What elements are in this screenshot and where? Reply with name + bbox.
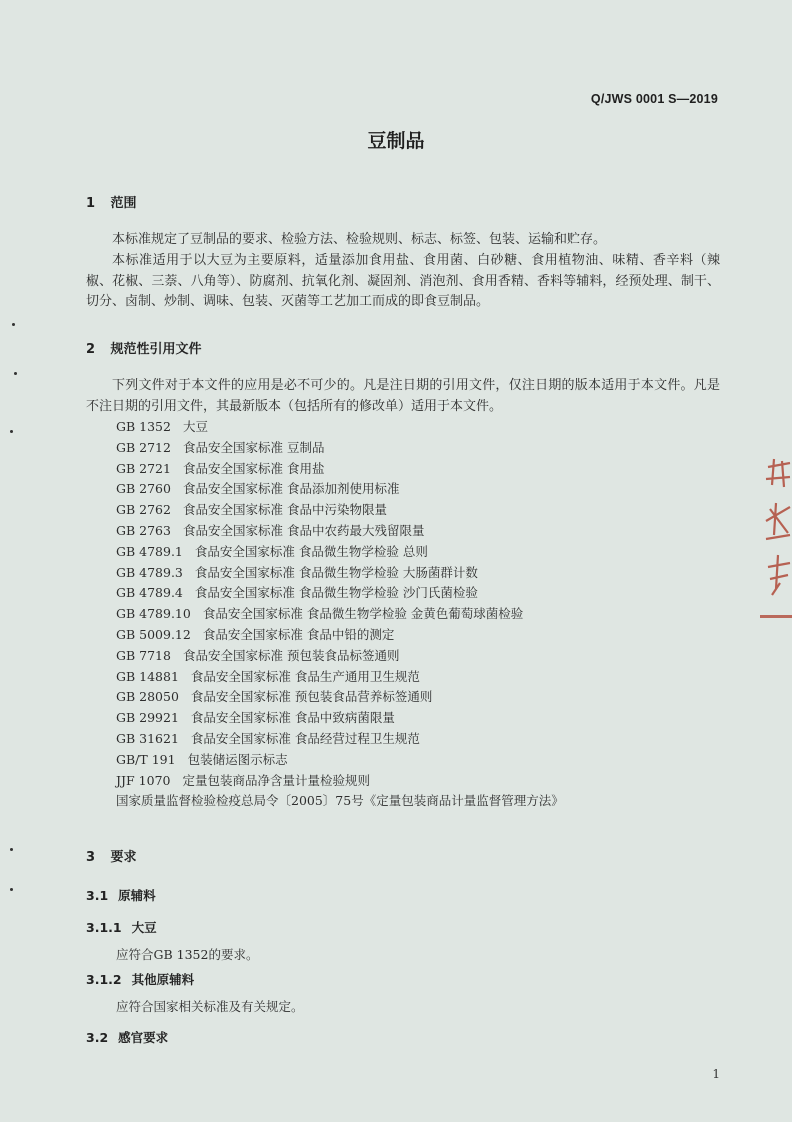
reference-item: [116, 583, 736, 604]
section-title: 要求: [110, 850, 137, 865]
scan-dot: [12, 323, 15, 326]
subsection-number: 3.1.1: [86, 920, 122, 935]
section-number: 2: [86, 342, 96, 357]
reference-item: [116, 771, 736, 792]
reference-name: 食品安全国家标准 食品中致病菌限量: [190, 710, 395, 726]
reference-name: 食品安全国家标准 食品中农药最大残留限量: [182, 522, 425, 538]
reference-name: 食品安全国家标准 食品微生物学检验 沙门氏菌检验: [194, 585, 478, 601]
red-seal-edge-icon: [760, 455, 792, 625]
reference-item: [116, 417, 736, 438]
reference-name: 国家质量监督检验检疫总局令〔2005〕75号《定量包装商品计量监督管理方法》: [116, 793, 564, 809]
reference-item: [116, 438, 736, 459]
reference-code: GB 4789.1: [116, 543, 183, 559]
scan-dot: [10, 848, 13, 851]
reference-name: 食品安全国家标准 豆制品: [182, 439, 325, 455]
reference-list: [116, 417, 736, 812]
reference-name: 食品安全国家标准 食品中污染物限量: [182, 502, 387, 518]
scan-dot: [10, 430, 13, 433]
subsection-3-1-2-heading: [86, 970, 194, 988]
reference-item: [116, 687, 736, 708]
reference-name: 食品安全国家标准 食品微生物学检验 大肠菌群计数: [194, 564, 478, 580]
reference-code: GB 4789.4: [116, 585, 183, 601]
reference-code: GB 7718: [116, 647, 171, 663]
section-number: 3: [86, 850, 96, 865]
reference-item: [116, 791, 736, 812]
reference-code: GB 14881: [116, 668, 179, 684]
scan-dot: [14, 372, 17, 375]
subsection-3-2-heading: [86, 1028, 168, 1046]
reference-item: [116, 542, 736, 563]
scope-paragraph-1: 本标准规定了豆制品的要求、检验方法、检验规则、标志、标签、包装、运输和贮存。: [112, 232, 607, 247]
reference-code: GB/T 191: [116, 751, 176, 767]
scope-paragraph-2: 本标准适用于以大豆为主要原料，适量添加食用盐、食用菌、白砂糖、食用植物油、味精、香辛料（辣椒、花椒、三萘、八角等）、防腐剂、抗氧化剂、凝固剂、消泡剂、食用香精、香料等辅料，经预处理、制干、切分、卤制、炒制、调味、包装、灭菌等工艺加工而成的即食豆制品。: [86, 253, 720, 309]
reference-name: 食品安全国家标准 食品经营过程卫生规范: [190, 730, 420, 746]
reference-code: GB 2721: [116, 460, 171, 476]
reference-name: 包装储运图示标志: [187, 751, 288, 767]
references-intro: 下列文件对于本文件的应用是必不可少的。凡是注日期的引用文件，仅注日期的版本适用于本文件。凡是不注日期的引用文件，其最新版本（包括所有的修改单）适用于本文件。: [86, 378, 720, 414]
reference-code: GB 4789.3: [116, 564, 183, 580]
reference-code: GB 2763: [116, 522, 171, 538]
subsection-number: 3.1: [86, 888, 109, 903]
reference-item: [116, 750, 736, 771]
section-number: 1: [86, 196, 96, 211]
reference-item: [116, 479, 736, 500]
subsection-title: 其他原辅料: [131, 972, 195, 987]
reference-item: [116, 521, 736, 542]
section-3-heading: [86, 846, 137, 865]
reference-name: 食品安全国家标准 食品中铅的测定: [202, 626, 395, 642]
reference-code: GB 2762: [116, 502, 171, 518]
reference-code: GB 2712: [116, 439, 171, 455]
reference-name: 食品安全国家标准 食品生产通用卫生规范: [190, 668, 420, 684]
reference-item: [116, 667, 736, 688]
scan-dot: [10, 888, 13, 891]
section-1-heading: [86, 192, 137, 211]
reference-code: GB 2760: [116, 481, 171, 497]
reference-code: GB 4789.10: [116, 606, 191, 622]
subsection-title: 大豆: [131, 920, 157, 935]
reference-item: [116, 708, 736, 729]
reference-code: GB 1352: [116, 419, 171, 434]
document-title: 豆制品: [367, 130, 425, 152]
reference-code: JJF 1070: [116, 772, 171, 788]
standard-number: Q/JWS 0001 S—2019: [590, 92, 718, 106]
subsection-number: 3.2: [86, 1030, 109, 1045]
reference-code: GB 5009.12: [116, 626, 191, 642]
reference-name: 食品安全国家标准 食用盐: [182, 460, 325, 476]
reference-name: 食品安全国家标准 食品微生物学检验 总则: [194, 543, 428, 559]
reference-item: [116, 459, 736, 480]
reference-item: [116, 563, 736, 584]
section-title: 规范性引用文件: [110, 342, 202, 357]
subsection-3-1-1-heading: [86, 918, 157, 936]
reference-code: GB 31621: [116, 730, 179, 746]
reference-code: GB 28050: [116, 689, 179, 705]
reference-name: 食品安全国家标准 预包装食品标签通则: [182, 647, 400, 663]
reference-name: 食品安全国家标准 食品添加剂使用标准: [182, 481, 400, 497]
subsection-title: 原辅料: [118, 888, 156, 903]
section-title: 范围: [110, 196, 137, 211]
reference-name: 大豆: [182, 419, 208, 434]
reference-item: [116, 625, 736, 646]
reference-item: [116, 646, 736, 667]
subsection-title: 感官要求: [118, 1030, 169, 1045]
page-number: 1: [712, 1067, 720, 1081]
subsection-3-1-heading: [86, 886, 156, 904]
reference-item: [116, 604, 736, 625]
subsection-number: 3.1.2: [86, 972, 122, 987]
reference-code: GB 29921: [116, 710, 179, 726]
reference-name: 食品安全国家标准 预包装食品营养标签通则: [190, 689, 433, 705]
reference-name: 定量包装商品净含量计量检验规则: [182, 772, 370, 788]
section-2-heading: [86, 338, 202, 357]
reference-name: 食品安全国家标准 食品微生物学检验 金黄色葡萄球菌检验: [202, 606, 524, 622]
subsection-3-1-2-text: 应符合国家相关标准及有关规定。: [116, 999, 304, 1014]
reference-item: [116, 500, 736, 521]
reference-item: [116, 729, 736, 750]
subsection-3-1-1-text: 应符合GB 1352的要求。: [116, 947, 259, 962]
